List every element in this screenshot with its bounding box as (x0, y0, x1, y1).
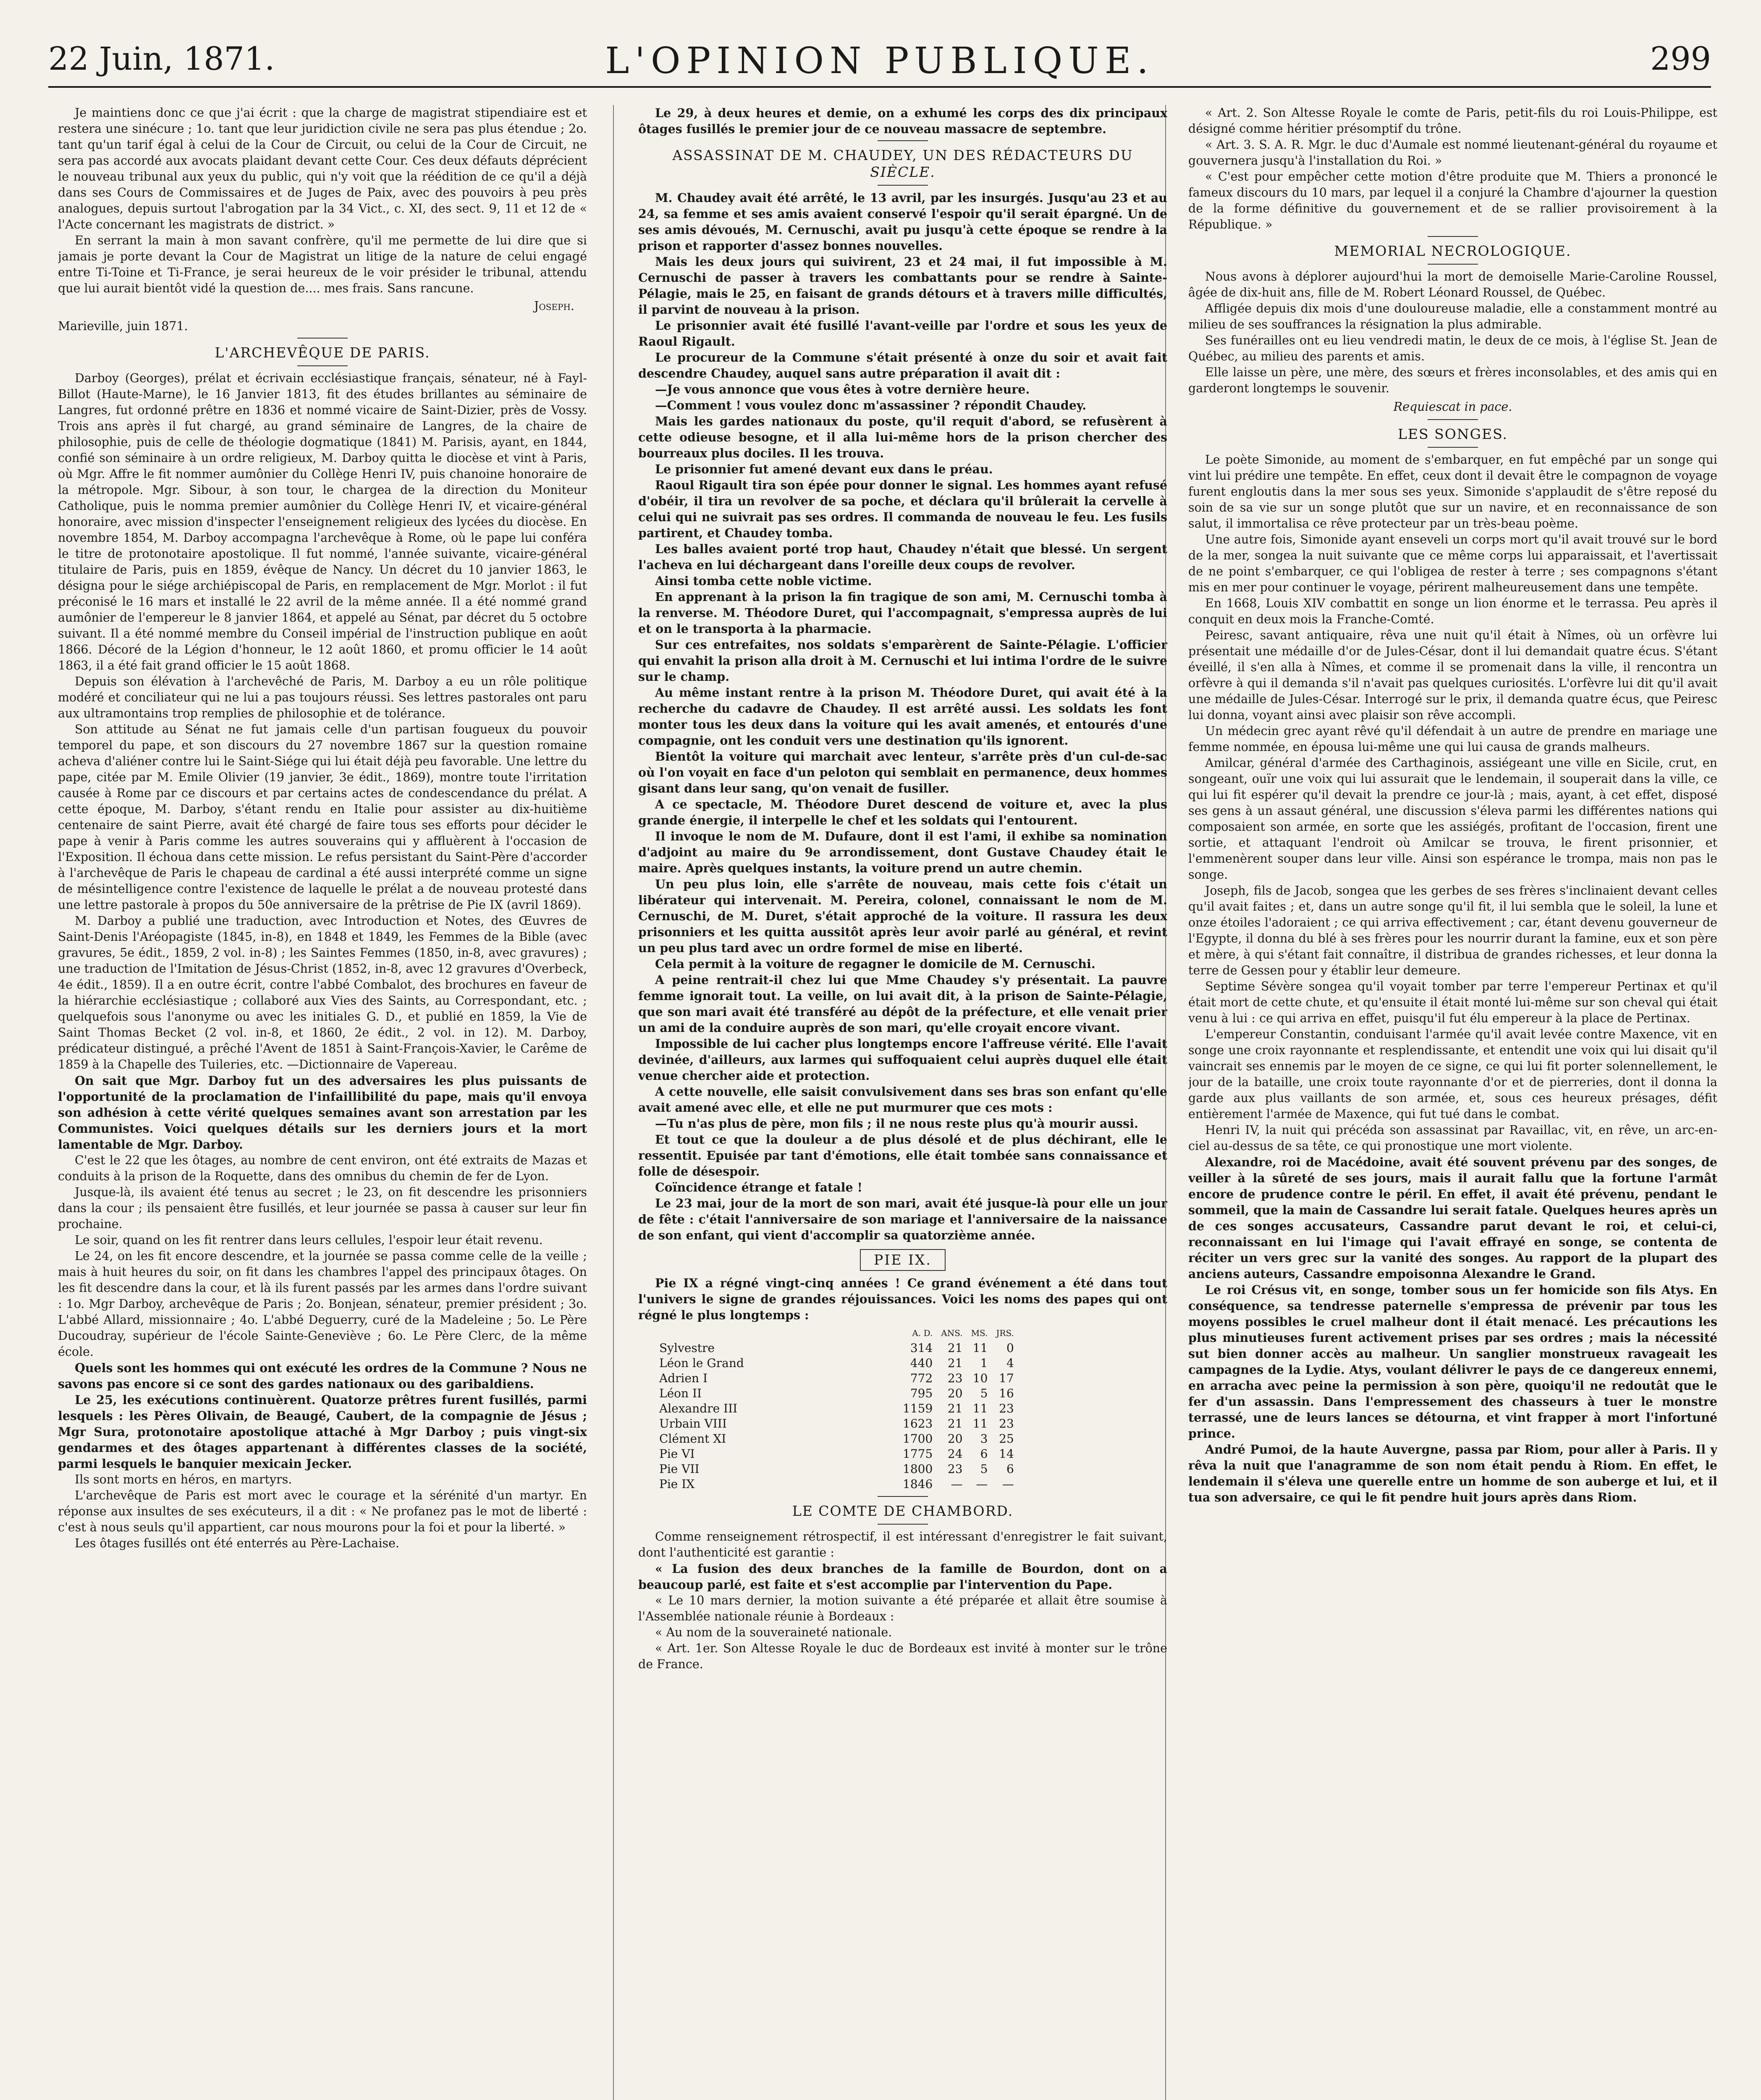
paragraph: L'archevêque de Paris est mort avec le courage et la sérénité d'un martyr. En réponse aux insultes de ses exécuteurs, il a dit : « Ne profanez pas le mot de liberté : c'est à nous seuls qu'il appartient, car nous mourons pour la foi et pour la liberté. » (58, 1488, 587, 1534)
masthead (48, 40, 1711, 82)
paragraph: « Au nom de la souveraineté nationale. (655, 1625, 892, 1639)
paragraph: Raoul Rigault tira son épée pour donner le signal. Les hommes ayant refusé d'obéir, il tira un revolver de sa poche, et déclara qu'il brûlerait la cervelle à celui qui ne suivrait pas ses ordres. Il commanda de nouveau le feu. Les fusils partirent, et Chaudey tomba. (638, 478, 1167, 540)
paragraph: Coïncidence étrange et fatale ! (655, 1180, 863, 1194)
paragraph: Un médecin grec ayant rêvé qu'il défendait à un autre de prendre en mariage une femme nommée, en épousa lui-même une qui lui causa de grands malheurs. (1188, 724, 1717, 754)
paragraph: Henri IV, la nuit qui précéda son assassinat par Ravaillac, vit, en rêve, un arc-en-ciel au-dessus de sa tête, ce qui pronostique une mort violente. (1188, 1123, 1717, 1153)
table-row (655, 1477, 1018, 1492)
popes-table (655, 1326, 1018, 1492)
table-row (655, 1356, 1018, 1371)
paragraph: « Art. 1er. Son Altesse Royale le duc de Bordeaux est invité à monter sur le trône de France. (638, 1641, 1167, 1671)
paragraph: Nous avons à déplorer aujourd'hui la mort de demoiselle Marie-Caroline Roussel, âgée de dix-huit ans, fille de M. Robert Léonard Roussel, de Québec. (1188, 270, 1717, 299)
heading-archeveque: L'ARCHEVÊQUE DE PARIS. (215, 344, 430, 361)
paragraph: Quels sont les hommes qui ont exécuté les ordres de la Commune ? Nous ne savons pas encore si ce sont des gardes nationaux ou des garibaldiens. (58, 1361, 587, 1391)
paragraph: Elle laisse un père, une mère, des sœurs et frères inconsolables, et des amis qui en garderont longtemps le souvenir. (1188, 365, 1717, 395)
paragraph: Comme renseignement rétrospectif, il est intéressant d'enregistrer le fait suivant, dont l'authenticité est garantie : (638, 1530, 1167, 1559)
paragraph: —Comment ! vous voulez donc m'assassiner ? répondit Chaudey. (655, 398, 1087, 412)
pope-name-cell: Clément XI (659, 1432, 726, 1446)
pope-jrs-cell: 6 (1006, 1462, 1014, 1476)
paragraph: Il invoque le nom de M. Dufaure, dont il est l'ami, il exhibe sa nomination d'adjoint au maire du 9e arrondissement, dont Gustave Chaudey était le maire. Après quelques instants, la voiture prend un autre chemin. (638, 829, 1167, 875)
paragraph: Sur ces entrefaites, nos soldats s'emparèrent de Sainte-Pélagie. L'officier qui envahit la prison alla droit à M. Cernuschi et lui intima l'ordre de le suivre sur le champ. (638, 638, 1167, 684)
pope-ans-cell: 24 (947, 1447, 963, 1461)
requiescat: Requiescat in pace. (1393, 400, 1512, 414)
pope-jrs-cell: 23 (999, 1402, 1014, 1415)
pope-ans-cell: 21 (947, 1402, 963, 1415)
table-row (655, 1416, 1018, 1431)
heading-chaudey (638, 147, 1167, 181)
table-row (655, 1386, 1018, 1401)
paragraph: Darboy (Georges), prélat et écrivain ecclésiastique français, sénateur, né à Fayl-Billot (Haute-Marne), le 16 Janvier 1813, fit des études brillantes au séminaire de Langres, fut ordonné prêtre en 1836 et nommé vicaire de Saint-Dizier, près de Vossy. Trois ans après il fut chargé, au grand séminaire de Langres, de la chaire de philosophie, puis de celle de théologie dogmatique (1841) M. Parisis, ayant, en 1844, confié son séminaire à un ordre religieux, M. Darboy quitta le diocèse et vint à Paris, où Mgr. Affre le fit nommer aumônier du Collège Henri IV, puis chanoine honoraire de la métropole. Mgr. Sibour, à son tour, le chargea de la direction du Moniteur Catholique, puis le nomma premier aumônier du Collège Henri IV, et vicaire-général honoraire, avec mission d'inspecter l'enseignement religieux des lycées du diocèse. En novembre 1854, M. Darboy accompagna l'archevêque à Rome, où le pape lui conféra le titre de protonotaire apostolique. Il fut nommé, l'année suivante, vicaire-général titulaire de Paris, puis en 1859, évêque de Nancy. Un décret du 10 janvier 1863, le désigna pour le siége archiépiscopal de Paris, en remplacement de Mgr. Morlot : il fut préconisé le 16 mars et installé le 22 avril de la même année. Il a été nommé grand aumônier de l'empereur le 8 janvier 1864, et appelé au Sénat, par décret du 5 octobre suivant. Il a été nommé membre du Conseil impérial de l'instruction publique en août 1866. Décoré de la Légion d'honneur, le 12 août 1860, et promu officier le 14 août 1863, il a été fait grand officier le 15 août 1868. (58, 371, 587, 672)
paragraph: Les balles avaient porté trop haut, Chaudey n'était que blessé. Un sergent l'acheva en lui déchargeant dans l'oreille deux coups de revolver. (638, 542, 1167, 572)
pope-jrs-cell: 17 (999, 1371, 1014, 1385)
signature: Joseph. (534, 299, 574, 313)
paragraph: Et tout ce que la douleur a de plus désolé et de plus déchirant, elle le ressentit. Epuisée par tant d'émotions, elle était tombée sans connaissance et folle de désespoir. (638, 1132, 1167, 1179)
paragraph: Au même instant rentre à la prison M. Théodore Duret, qui avait été à la recherche du cadavre de Chaudey. Il est arrêté aussi. Les soldats les font monter tous les deux dans la voiture qui les avait amenés, et entourés d'une compagnie, ont les conduit vers une destination qu'ils ignorent. (638, 685, 1167, 748)
pope-jrs-cell: 14 (999, 1447, 1014, 1461)
pope-jrs-cell: 16 (999, 1386, 1014, 1400)
paragraph: Mais les deux jours qui suivirent, 23 et 24 mai, il fut impossible à M. Cernuschi de passer à travers les combattants pour se rendre à Sainte-Pélagie, mais le 25, en faisant de grands détours et à travers mille difficultés, il parvint de nouveau à la prison. (638, 255, 1167, 317)
paragraph: Peiresc, savant antiquaire, rêva une nuit qu'il était à Nîmes, où un orfèvre lui présentait une médaille d'or de Jules-César, dont il lui demandait quatre écus. S'étant éveillé, il s'en alla à Nîmes, et comme il se promenait dans la ville, il rencontra un orfèvre à qui il demanda s'il n'avait pas quelques curiosités. L'orfèvre lui dit qu'il avait une médaille de Jules-César. Interrogé sur le prix, il demanda quatre écus, que Peiresc lui donna, voyant ainsi avec plaisir son rêve accompli. (1188, 628, 1717, 722)
pope-ms-cell: — (976, 1477, 988, 1491)
pope-ans-cell: 23 (947, 1462, 963, 1476)
pope-ans-cell: 21 (947, 1341, 963, 1355)
pope-ans-cell: 23 (947, 1371, 963, 1385)
paragraph: « La fusion des deux branches de la famille de Bourdon, dont on a beaucoup parlé, est faite et s'est accomplie par l'intervention du Pape. (638, 1562, 1167, 1592)
pope-ad-cell: 1623 (903, 1417, 933, 1431)
paragraph: Le 25, les exécutions continuèrent. Quatorze prêtres furent fusillés, parmi lesquels : les Pères Olivain, de Beaugé, Caubert, de la compagnie de Jésus ; Mgr Sura, protonotaire apostolique attaché à Mgr Darboy ; puis vingt-six gendarmes et des ôtages appartenant à différentes classes de la société, parmi lesquels le banquier mexicain Jecker. (58, 1393, 587, 1471)
col-ms-header: MS. (971, 1328, 988, 1338)
separator (878, 1496, 928, 1497)
separator (1428, 419, 1478, 420)
heading-chaudey-journal: SIÈCLE. (870, 164, 936, 180)
pope-name-cell: Pie IX (659, 1477, 695, 1491)
pope-ans-cell: — (951, 1477, 963, 1491)
paragraph: André Pumoi, de la haute Auvergne, passa par Riom, pour aller à Paris. Il y rêva la nuit que l'anagramme de son nom était pendu à Riom. En effet, le lendemain il s'éleva une querelle entre un homme de son auberge et lui, et il tua son adversaire, ce qui le fit pendre huit jours après dans Riom. (1188, 1442, 1717, 1504)
paragraph: Bientôt la voiture qui marchait avec lenteur, s'arrête près d'un cul-de-sac où l'on voyait en face d'un peloton qui semblait en permanence, deux hommes gisant dans leur sang, qu'on venait de fusiller. (638, 749, 1167, 795)
pope-ad-cell: 440 (910, 1356, 933, 1370)
pope-ans-cell: 21 (947, 1417, 963, 1431)
paragraph: Une autre fois, Simonide ayant enseveli un corps mort qu'il avait trouvé sur le bord de la mer, songea la nuit suivante que ce même corps lui apparaissait, et l'avertissait de ne point s'embarquer, ce qui l'obligea de rester à terre ; ses compagnons s'étant mis en mer pour continuer le voyage, périrent malheureusement dans une tempête. (1188, 533, 1717, 594)
paragraph: En apprenant à la prison la fin tragique de son ami, M. Cernuschi tomba à la renverse. M. Théodore Duret, qui l'accompagnait, s'empressa auprès de lui et on le transporta à la pharmacie. (638, 590, 1167, 636)
pope-jrs-cell: — (1002, 1477, 1014, 1491)
pope-ms-cell: 10 (972, 1371, 988, 1385)
paragraph: C'est le 22 que les ôtages, au nombre de cent environ, ont été extraits de Mazas et conduits à la prison de la Roquette, dans des omnibus du chemin de fer de Lyon. (58, 1153, 587, 1183)
col-jrs-header: JRS. (996, 1328, 1014, 1338)
pope-ms-cell: 3 (980, 1432, 988, 1446)
pope-name-cell: Pie VII (659, 1462, 700, 1476)
pope-ad-cell: 772 (910, 1371, 933, 1385)
pope-ms-cell: 11 (972, 1341, 988, 1355)
paragraph: Le 29, à deux heures et demie, on a exhumé les corps des dix principaux ôtages fusillés le premier jour de ce nouveau massacre de septembre. (638, 106, 1167, 136)
paragraph: On sait que Mgr. Darboy fut un des adversaires les plus puissants de l'opportunité de la proclamation de l'infaillibilité du pape, mais qu'il envoya son adhésion à cette vérité quelques semaines avant son arrestation par les Communistes. Voici quelques détails sur les derniers jours et la mort lamentable de Mgr. Darboy. (58, 1074, 587, 1152)
separator (1428, 236, 1478, 237)
pope-ms-cell: 11 (972, 1417, 988, 1431)
paragraph: Le soir, quand on les fit rentrer dans leurs cellules, l'espoir leur était revenu. (75, 1233, 543, 1247)
paragraph: Le prisonnier avait été fusillé l'avant-veille par l'ordre et sous les yeux de Raoul Rigault. (638, 318, 1167, 349)
paragraph: Impossible de lui cacher plus longtemps encore l'affreuse vérité. Elle l'avait devinée, d'ailleurs, aux larmes qui suffoquaient celui auprès duquel elle était venue chercher aide et protection. (638, 1037, 1167, 1083)
paragraph: « Art. 2. Son Altesse Royale le comte de Paris, petit-fils du roi Louis-Philippe, est désigné comme héritier présomptif du trône. (1188, 106, 1717, 136)
column-2 (638, 105, 1167, 2100)
table-row (655, 1371, 1018, 1386)
pope-ans-cell: 20 (947, 1386, 963, 1400)
issue-date: 22 Juin, 1871. (48, 40, 275, 77)
paragraph: Le roi Crésus vit, en songe, tomber sous un fer homicide son fils Atys. En conséquence, sa tendresse paternelle s'empressa de prévenir par tous les moyens possibles le cruel malheur dont il était menacé. Les précautions les plus minutieuses furent activement prises par ses ordres ; mais la nécessité sut bien donner accès au malheur. Un sanglier monstrueux ravageait les campagnes de la Lydie. Atys, voulant délivrer le pays de ce dangereux ennemi, en arracha avec peine la permission à son père, quoiqu'il ne redoutât que le fer d'un assassin. Dans l'empressement des chasseurs à tuer le monstre terrassé, une de leurs lances se détourna, et vint frapper à mort l'infortuné prince. (1188, 1283, 1717, 1441)
pope-name-cell: Pie VI (659, 1447, 695, 1461)
pope-name-cell: Alexandre III (659, 1402, 738, 1415)
popes-table-header (655, 1326, 1018, 1341)
table-row (655, 1401, 1018, 1416)
paragraph: Ils sont morts en héros, en martyrs. (75, 1473, 292, 1486)
paragraph: Joseph, fils de Jacob, songea que les gerbes de ses frères s'inclinaient devant celles qu'il avait faites ; et, dans un autre songe qu'il fit, il lui sembla que le soleil, la lune et onze étoiles l'adoraient ; ce qui arriva effectivement ; car, étant devenu gouverneur de l'Egypte, il donna du blé à ses frères pour les nourrir durant la famine, eux et son père et mère, à qui s'étant fait connaître, il distribua de grandes richesses, et leur donna la terre de Gessen pour y établir leur demeure. (1188, 884, 1717, 977)
col-ans-header: ANS. (941, 1328, 963, 1338)
paragraph: M. Chaudey avait été arrêté, le 13 avril, par les insurgés. Jusqu'au 23 et au 24, sa femme et ses amis avaient conservé l'espoir qu'il serait épargné. Un de ses amis dévoués, M. Cernuschi, avait pu jusqu'à cette époque se rendre à la prison et rapporter d'assez bonnes nouvelles. (638, 191, 1167, 253)
paragraph: Jusque-là, ils avaient été tenus au secret ; le 23, on fit descendre les prisonniers dans la cour ; ils pensaient être fusillés, et leur journée se passa à causer sur leur fin prochaine. (58, 1185, 587, 1231)
table-row (655, 1341, 1018, 1356)
paragraph: Septime Sévère songea qu'il voyait tomber par terre l'empereur Pertinax et qu'il était mort de cette chute, et qu'ensuite il était monté lui-même sur son cheval qui était venu à lui : ce qui arriva en effet, puisqu'il fut élu empereur à la place de Pertinax. (1188, 979, 1717, 1025)
paragraph: Mais les gardes nationaux du poste, qu'il requit d'abord, se refusèrent à cette odieuse besogne, et il alla lui-même hors de la prison chercher des bourreaux plus dociles. Il les trouva. (638, 414, 1167, 460)
pope-ad-cell: 1800 (903, 1462, 933, 1476)
separator (878, 1524, 928, 1525)
pope-name-cell: Sylvestre (659, 1341, 715, 1355)
pope-name-cell: Léon II (659, 1386, 702, 1400)
paragraph: « Le 10 mars dernier, la motion suivante a été préparée et allait être soumise à l'Assemblée nationale réunie à Bordeaux : (638, 1593, 1167, 1623)
pope-jrs-cell: 0 (1006, 1341, 1014, 1355)
paragraph: « C'est pour empêcher cette motion d'être produite que M. Thiers a prononcé le fameux discours du 10 mars, par lequel il a conjuré la Chambre d'ajourner la question de la forme définitive du gouvernement et de se rallier provisoirement à la République. » (1188, 170, 1717, 231)
pope-name-cell: Léon le Grand (659, 1356, 744, 1370)
table-row (655, 1462, 1018, 1477)
separator (297, 338, 348, 339)
paragraph: Le procureur de la Commune s'était présenté à onze du soir et avait fait descendre Chaudey, auquel sans autre préparation il avait dit : (638, 350, 1167, 381)
paragraph: Son attitude au Sénat ne fut jamais celle d'un partisan fougueux du pouvoir temporel du pape, et son discours du 27 novembre 1867 sur la question romaine acheva d'aliéner contre lui le Saint-Siége qui lui était déjà peu favorable. Une lettre du pape, citée par M. Emile Olivier (19 janvier, 3e édit., 1869), montre toute l'irritation causée à Rome par ce discours et par certains actes de condescendance du prélat. A cette époque, M. Darboy, s'étant rendu en Italie pour assister au dix-huitième centenaire de saint Pierre, avait été chargé de faire tous ses efforts pour décider le pape à venir à Paris comme les autres souverains qui y affluèrent à l'occasion de l'Exposition. Il échoua dans cette mission. Le refus persistant du Saint-Père d'accorder à l'archevêque de Paris le chapeau de cardinal a été aussi interprété comme un signe de mésintelligence contre l'existence de laquelle le prélat a de nouveau protesté dans une lettre pastorale à propos du 50e anniversaire de la prêtrise de Pie IX (avril 1869). (58, 722, 587, 912)
heading-songes: LES SONGES. (1397, 426, 1508, 442)
pope-jrs-cell: 4 (1006, 1356, 1014, 1370)
heading-chambord: LE COMTE DE CHAMBORD. (792, 1503, 1014, 1519)
paragraph: Le 24, on les fit encore descendre, et la journée se passa comme celle de la veille ; mais à huit heures du soir, on fit dans les chambres l'appel des principaux ôtages. On les fit descendre dans la cour, et là ils furent passés par les armes dans l'ordre suivant : 1o. Mgr Darboy, archevêque de Paris ; 2o. Bonjean, sénateur, premier président ; 3o. L'abbé Allard, missionnaire ; 4o. L'abbé Deguerry, curé de la Madeleine ; 5o. Le Père Ducoudray, supérieur de l'école Sainte-Geneviève ; 6o. Le Père Clerc, de la même école. (58, 1249, 587, 1359)
paragraph: Le prisonnier fut amené devant eux dans le préau. (655, 462, 993, 476)
paragraph: Amilcar, général d'armée des Carthaginois, assiégeant une ville en Sicile, crut, en songeant, ouïr une voix qui lui assurait que le lendemain, il souperait dans la ville, ce qui lui fit espérer qu'il devait la prendre ce jour-là ; mais, ayant, à cet effet, disposé ses gens à un assaut général, une discussion s'éleva parmi les différentes nations qui composaient son armée, en sorte que les assiégés, profitant de l'occasion, firent une sortie, et attaquant l'endroit où Amilcar se trouva, le firent prisonnier, et l'emmenèrent souper dans leur ville. Ainsi son espérance le trompa, mais non pas le songe. (1188, 756, 1717, 882)
paragraph: Affligée depuis dix mois d'une douloureuse maladie, elle a constamment montré au milieu de ses souffrances la résignation la plus admirable. (1188, 302, 1717, 331)
col-name-header (655, 1326, 899, 1341)
paragraph: M. Darboy a publié une traduction, avec Introduction et Notes, des Œuvres de Saint-Denis l'Aréopagiste (1845, in-8), en 1848 et 1849, les Femmes de la Bible (avec gravures, 5e édit., 1859, 2 vol. in-8) ; les Saintes Femmes (1850, in-8, avec gravures) ; une traduction de l'Imitation de Jésus-Christ (1852, in-8, avec 12 gravures d'Overbeck, 4e édit., 1859). Il a en outre écrit, contre l'abbé Combalot, des brochures en faveur de la hiérarchie ecclésiastique ; collaboré aux Vies des Saints, au Correspondant, etc. ; quelquefois sous l'anonyme ou avec les initiales G. D., et publié en 1859, la Vie de Saint Thomas Becket (2 vol. in-8, et 1860, 2e édit., 2 vol. in 12). M. Darboy, prédicateur distingué, a prêché l'Avent de 1851 à Saint-François-Xavier, le Carême de 1859 à la Chapelle des Tuileries, etc. —Dictionnaire de Vapereau. (58, 914, 587, 1071)
paragraph: L'empereur Constantin, conduisant l'armée qu'il avait levée contre Maxence, vit en songe une croix rayonnante et resplendissante, et entendit une voix qui lui disait qu'il vaincrait ses ennemis par le moyen de ce signe, ce qui lui fit porter solennellement, le jour de la bataille, une croix toute rayonnante d'or et de pierreries, dont il donna la garde aux plus vaillants de son armée, et, sous ces heureux présages, défit entièrement l'armée de Maxence, qui fut tué dans le combat. (1188, 1027, 1717, 1121)
pope-ms-cell: 1 (980, 1356, 988, 1370)
pope-ms-cell: 5 (980, 1462, 988, 1476)
paragraph: Je maintiens donc ce que j'ai écrit : que la charge de magistrat stipendiaire est et restera une sinécure ; 1o. tant que leur juridiction civile ne sera pas plus étendue ; 2o. tant qu'un tarif égal à celui de la Cour de Circuit, ou celui de la Cour de Circuit, ne sera pas accordé aux avocats plaidant devant cette Cour. Ces deux défauts déprécient le nouveau tribunal aux yeux du public, qui n'y voit que la réédition de ce qu'il a déjà dans ses Cours de Commissaires et de Juges de Paix, avec des pouvoirs à peu près analogues, depuis surtout l'abrogation par la 34 Vict., c. XI, des sect. 9, 11 et 12 de « l'Acte concernant les magistrats de district. » (58, 106, 587, 231)
separator (1428, 264, 1478, 265)
paragraph: —Tu n'as plus de père, mon fils ; il ne nous reste plus qu'à mourir aussi. (655, 1116, 1138, 1131)
column-divider (613, 105, 614, 2100)
pope-ad-cell: 1700 (903, 1432, 933, 1446)
paragraph: —Je vous annonce que vous êtes à votre dernière heure. (655, 382, 1030, 396)
page-number: 299 (1650, 40, 1711, 77)
pope-ad-cell: 1159 (903, 1402, 933, 1415)
table-row (655, 1431, 1018, 1446)
col-ad-header: A. D. (912, 1328, 933, 1338)
pope-name-cell: Adrien I (659, 1371, 708, 1385)
column-1 (58, 105, 587, 2100)
heading-chaudey-text: ASSASSINAT DE M. CHAUDEY, UN DES RÉDACTEURS DU (672, 147, 1133, 163)
heading-memorial: MEMORIAL NECROLOGIQUE. (1334, 243, 1572, 259)
paragraph: Alexandre, roi de Macédoine, avait été souvent prévenu par des songes, de veiller à la sûreté de ses jours, mais il aurait fallu que la fortune l'armât encore de prudence contre le péril. En effet, il avait été prévenu, pendant le sommeil, que la main de Cassandre lui serait fatale. Quelques heures après un de ces songes accusateurs, Cassandre parut devant le roi, et celui-ci, reconnaissant en lui l'image qui l'avait effrayé en songe, se contenta de réciter un vers grec sur la vanité des songes. Au rapport de la plupart des anciens auteurs, Cassandre empoisonna Alexandre le Grand. (1188, 1155, 1717, 1281)
pope-ans-cell: 20 (947, 1432, 963, 1446)
popes-table-body (655, 1341, 1018, 1492)
newspaper-title: L'OPINION PUBLIQUE. (605, 40, 1154, 82)
paragraph: Les ôtages fusillés ont été enterrés au Père-Lachaise. (75, 1536, 400, 1550)
paragraph: Le 23 mai, jour de la mort de son mari, avait été jusque-là pour elle un jour de fête : c'était l'anniversaire de son mariage et l'anniversaire de la naissance de son enfant, qui vient d'accomplir sa quatorzième année. (638, 1196, 1167, 1242)
paragraph: A peine rentrait-il chez lui que Mme Chaudey s'y présentait. La pauvre femme ignorait tout. La veille, on lui avait dit, à la prison de Sainte-Pélagie, que son mari avait été transféré au dépôt de la préfecture, et elle venait prier un ami de la conduire auprès de son mari, qu'elle croyait encore vivant. (638, 973, 1167, 1035)
pope-ans-cell: 21 (947, 1356, 963, 1370)
pope-jrs-cell: 23 (999, 1417, 1014, 1431)
paragraph: Un peu plus loin, elle s'arrête de nouveau, mais cette fois c'était un libérateur qui intervenait. M. Pereira, colonel, connaissant le nom de M. Cernuschi, de M. Duret, s'était approché de la voiture. Il rassura les deux prisonniers et les quitta aussitôt après leur avoir parlé au général, et revint un peu plus tard avec un ordre formel de mise en liberté. (638, 877, 1167, 955)
pope-name-cell: Urbain VIII (659, 1417, 727, 1431)
header-rule (48, 86, 1711, 88)
pope-ad-cell: 795 (910, 1386, 933, 1400)
dateline: Marieville, juin 1871. (58, 319, 188, 333)
paragraph: En serrant la main à mon savant confrère, qu'il me permette de lui dire que si jamais je porte devant la Cour de Magistrat un litige de la nature de celui engagé entre Ti-Toine et Ti-France, je serai heureux de le voir présider le tribunal, attendu que lui aurait bientôt vidé la question de.... mes frais. Sans rancune. (58, 234, 587, 295)
paragraph: A ce spectacle, M. Théodore Duret descend de voiture et, avec la plus grande énergie, il interpelle le chef et les soldats qui l'entourent. (638, 797, 1167, 827)
pope-ad-cell: 1846 (903, 1477, 933, 1491)
separator (878, 185, 928, 186)
table-row (655, 1446, 1018, 1462)
paragraph: A cette nouvelle, elle saisit convulsivement dans ses bras son enfant qu'elle avait amené avec elle, et elle ne put murmurer que ces mots : (638, 1084, 1167, 1115)
paragraph: Ses funérailles ont eu lieu vendredi matin, le deux de ce mois, à l'église St. Jean de Québec, au milieu des parents et amis. (1188, 333, 1717, 363)
column-3 (1188, 105, 1717, 2100)
paragraph: Cela permit à la voiture de regagner le domicile de M. Cernuschi. (655, 957, 1095, 971)
pope-jrs-cell: 25 (999, 1432, 1014, 1446)
paragraph: Pie IX a régné vingt-cinq années ! Ce grand événement a été dans tout l'univers le signe de grandes réjouissances. Voici les noms des papes qui ont régné le plus longtemps : (638, 1276, 1167, 1322)
pope-ms-cell: 6 (980, 1447, 988, 1461)
heading-pie-ix: PIE IX. (860, 1249, 946, 1271)
pope-ms-cell: 5 (980, 1386, 988, 1400)
separator (297, 365, 348, 366)
paragraph: « Art. 3. S. A. R. Mgr. le duc d'Aumale est nommé lieutenant-général du royaume et gouvernera jusqu'à l'installation du Roi. » (1188, 138, 1717, 168)
paragraph: Depuis son élévation à l'archevêché de Paris, M. Darboy a eu un rôle politique modéré et conciliateur qui ne lui a pas toujours réussi. Ses lettres pastorales ont paru aux ultramontains trop remplies de philosophie et de tolérance. (58, 675, 587, 720)
paragraph: En 1668, Louis XIV combattit en songe un lion énorme et le terrassa. Peu après il conquit en deux mois la Franche-Comté. (1188, 596, 1717, 626)
pope-ad-cell: 1775 (903, 1447, 933, 1461)
paragraph: Le poète Simonide, au moment de s'embarquer, en fut empêché par un songe qui vint lui prédire une tempête. En effet, ceux dont il devait être le compagnon de voyage furent engloutis dans la mer sous ses yeux. Simonide s'applaudit de s'être reposé du soin de sa vie sur un songe plutôt que sur un navire, et en reconnaissance de son salut, il immortalisa ce rêve protecteur par un très-beau poème. (1188, 453, 1717, 530)
pope-ms-cell: 11 (972, 1402, 988, 1415)
paragraph: Ainsi tomba cette noble victime. (655, 574, 872, 588)
separator (1428, 447, 1478, 448)
pope-ad-cell: 314 (910, 1341, 933, 1355)
separator (878, 140, 928, 141)
